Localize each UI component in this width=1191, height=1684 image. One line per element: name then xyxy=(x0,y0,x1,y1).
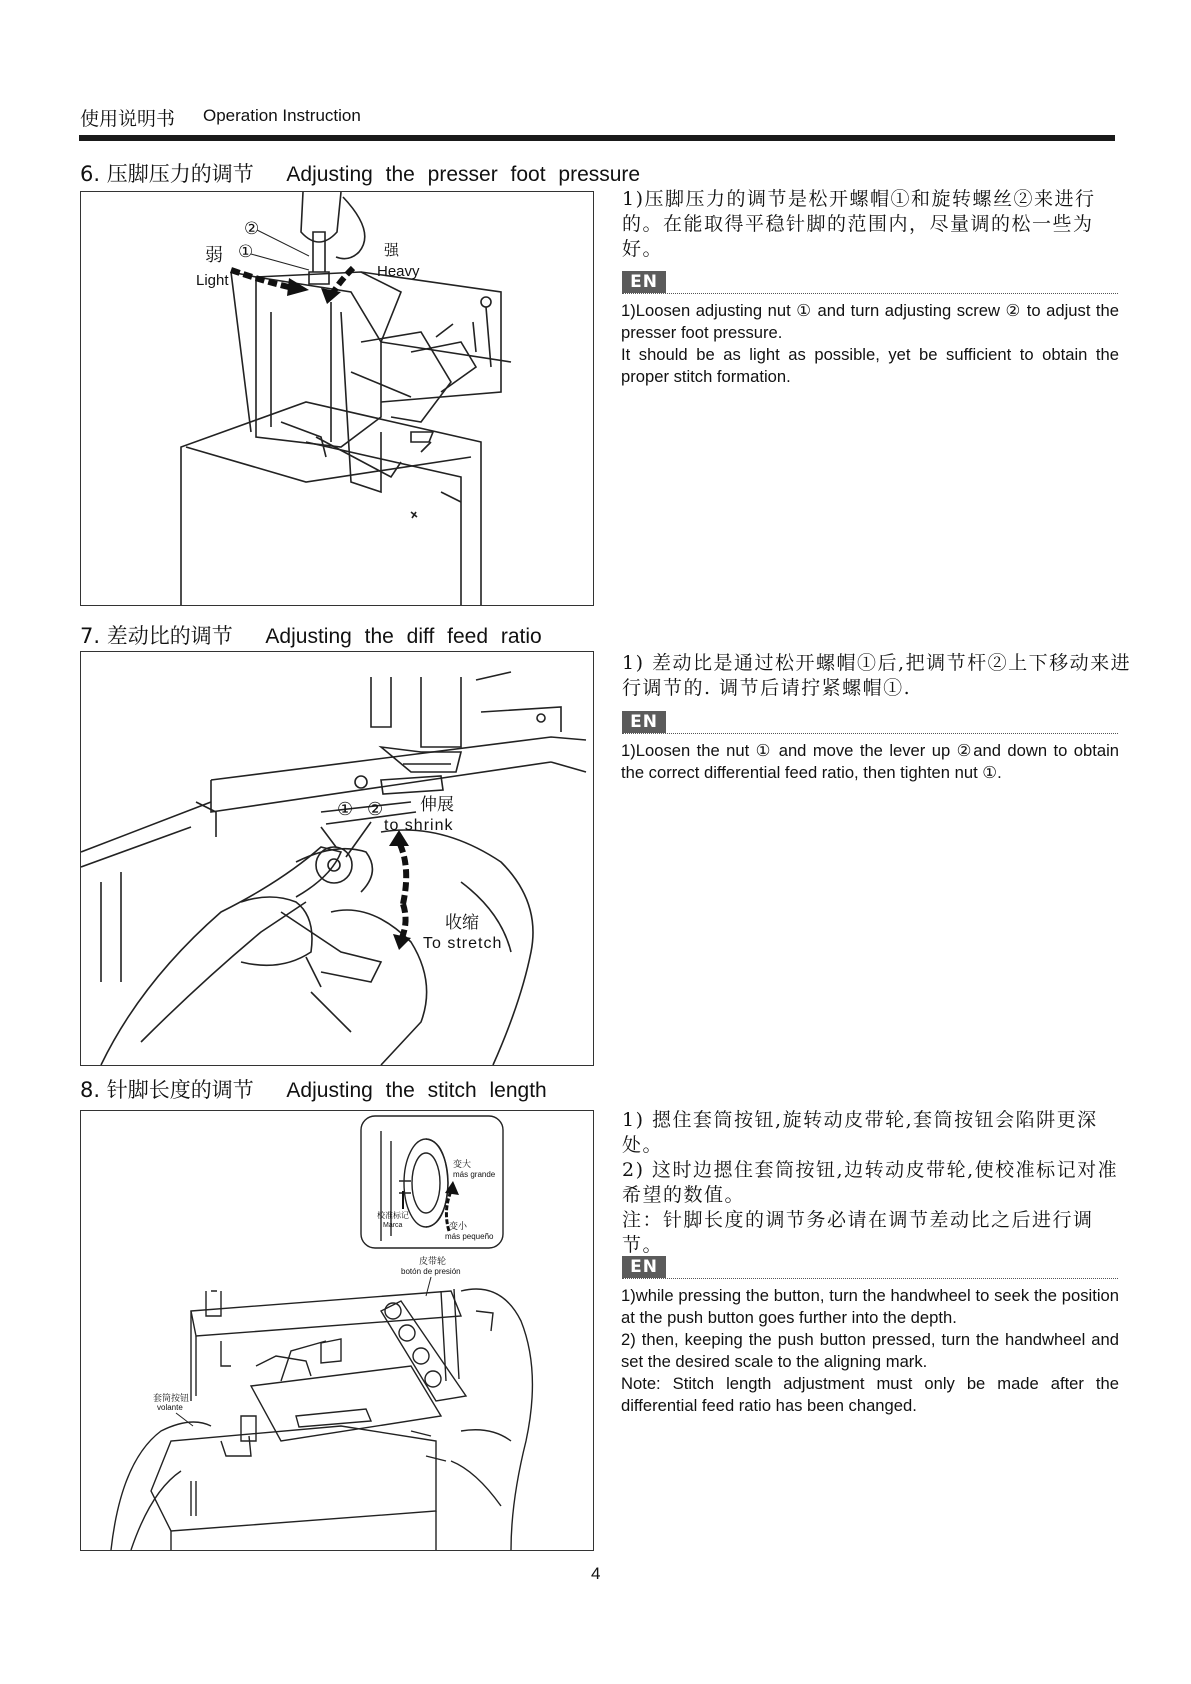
section-7-title-en: Adjusting the diff feed ratio xyxy=(265,625,542,648)
section-8-cn-text: 1) 摁住套筒按钮,旋转动皮带轮,套筒按钮会陷阱更深处。 2) 这时边摁住套筒按钮,边转动皮带轮,使校准标记对准希望的数值。 注：针脚长度的调节务必请在调节差动比之后进行调节。 xyxy=(622,1109,1119,1256)
section-8-title-cn: 针脚长度的调节 xyxy=(106,1078,254,1102)
section-6-title-en: Adjusting the presser foot pressure xyxy=(286,163,641,186)
section-7-title xyxy=(80,620,542,650)
stitch-length-figure xyxy=(80,1110,594,1551)
section-7-cn-text: 1) 差动比是通过松开螺帽①后,把调节杆②上下移动来进行调节的. 调节后请拧紧螺帽①. xyxy=(622,652,1132,699)
section-8-en-tag: EN xyxy=(622,1256,666,1278)
belt-wheel-es-label: botón de presión xyxy=(401,1267,461,1276)
diff-feed-figure xyxy=(80,651,594,1066)
circled-2-label: ② xyxy=(367,799,384,819)
section-6-en-text: 1)Loosen adjusting nut ① and turn adjusting screw ② to adjust the presser foot pressure. It should be as light as possible, yet be sufficient to obtain the proper stitch formation. xyxy=(621,301,1119,386)
section-7-en-divider xyxy=(622,733,1118,734)
shrink-cn-label: 伸展 xyxy=(420,795,454,815)
section-7-number: 7. xyxy=(80,624,101,648)
heavy-en-label: Heavy xyxy=(377,263,420,280)
section-6-cn-text: 1)压脚压力的调节是松开螺帽①和旋转螺丝②来进行的。在能取得平稳针脚的范围内，尽量调的松一些为好。 xyxy=(622,188,1096,260)
heavy-cn-label: 强 xyxy=(384,241,400,259)
sleeve-button-cn-label: 套筒按钮 xyxy=(153,1394,190,1404)
sleeve-button-es-label: volante xyxy=(157,1403,183,1412)
section-8-number: 8. xyxy=(80,1078,101,1102)
section-8-title-en: Adjusting the stitch length xyxy=(286,1079,547,1102)
section-8-en-divider xyxy=(622,1278,1118,1279)
manual-title-en: Operation Instruction xyxy=(203,106,361,125)
stretch-en-label: To stretch xyxy=(423,935,503,952)
section-6-en-tag: EN xyxy=(622,271,666,293)
section-7-en-tag: EN xyxy=(622,711,666,733)
shrink-en-label: to shrink xyxy=(384,817,454,834)
circled-2-label: ② xyxy=(244,219,260,238)
mark-cn-label: 校准标记 xyxy=(377,1211,409,1220)
section-6-en-divider xyxy=(622,293,1118,294)
belt-wheel-cn-label: 皮带轮 xyxy=(419,1257,447,1267)
mark-es-label: Marca xyxy=(383,1222,403,1229)
circled-1-label: ① xyxy=(337,799,354,819)
bigger-cn-label: 变大 xyxy=(453,1160,472,1170)
section-7-en-text: 1)Loosen the nut ① and move the lever up ②and down to obtain the correct differential feed ratio, then tighten nut ①. xyxy=(621,741,1119,782)
section-8-en-text: 1)while pressing the button, turn the handwheel to seek the position at the push button goes further into the depth. 2) then, keeping the push button pressed, turn the handwheel and set the desired scale to the aligning mark. Note: Stitch length adjustment must only be made after the differential feed ratio has been changed. xyxy=(621,1286,1119,1415)
stretch-cn-label: 收缩 xyxy=(445,913,479,933)
section-7-title-cn: 差动比的调节 xyxy=(106,624,233,648)
page-number: 4 xyxy=(591,1564,601,1583)
smaller-es-label: más pequeño xyxy=(445,1232,494,1241)
circled-1-label: ① xyxy=(238,242,254,261)
presser-foot-illustration xyxy=(81,192,593,605)
light-cn-label: 弱 xyxy=(205,245,223,266)
section-6-title-cn: 压脚压力的调节 xyxy=(106,162,254,186)
presser-foot-figure xyxy=(80,191,594,606)
smaller-cn-label: 变小 xyxy=(449,1222,468,1232)
section-6-number: 6. xyxy=(80,162,101,186)
diff-feed-illustration xyxy=(81,652,593,1065)
light-en-label: Light xyxy=(196,272,229,289)
header-rule xyxy=(79,135,1115,141)
section-6-title xyxy=(80,158,640,188)
stitch-length-illustration xyxy=(81,1111,593,1550)
bigger-es-label: más grande xyxy=(453,1170,496,1179)
section-8-title xyxy=(80,1074,547,1104)
manual-title-cn: 使用说明书 xyxy=(80,108,176,130)
